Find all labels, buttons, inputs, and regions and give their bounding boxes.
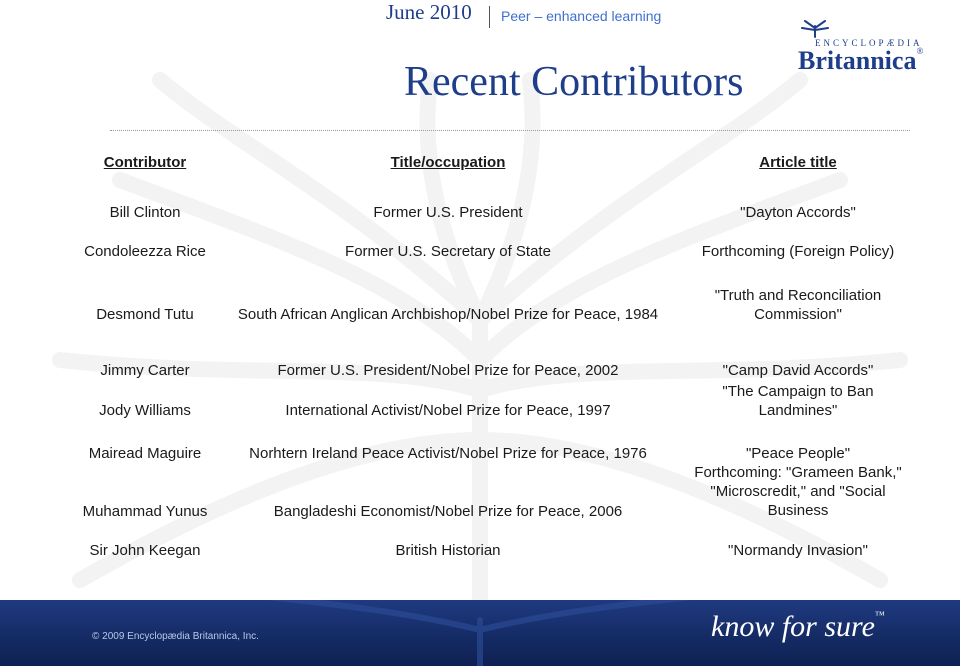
header-divider [489,6,490,28]
footer-slogan-text: know for sure [711,610,875,643]
contributor-name: Desmond Tutu [96,306,194,323]
article-title-line: Commission" [754,306,842,323]
article-title [676,463,920,520]
contributor-occupation: International Activist/Nobel Prize for Peace, 1997 [285,402,611,419]
contributor-occupation: Former U.S. President [373,204,523,221]
header-date: June 2010 [386,0,472,24]
thistle-emblem-icon [800,20,830,38]
contributor-name: Muhammad Yunus [82,503,208,520]
header-subtitle: Peer – enhanced learning [501,8,662,24]
contributor-name: Condoleezza Rice [84,243,206,260]
footer-slogan [711,610,885,644]
article-title-line: "The Campaign to Ban [722,383,874,400]
article-title: "Camp David Accords" [722,362,874,379]
footer-bar [0,600,960,666]
contributor-name: Jody Williams [99,402,191,419]
article-title [676,286,920,324]
contributor-occupation: South African Anglican Archbishop/Nobel Prize for Peace, 1984 [237,306,659,323]
contributor-name: Mairead Maguire [88,445,202,462]
contributor-name: Jimmy Carter [100,362,190,379]
page-title: Recent Contributors [404,59,744,105]
brand-trademark: ® [916,46,924,56]
footer-copyright: © 2009 Encyclopædia Britannica, Inc. [92,631,259,642]
column-header-occupation: Title/occupation [390,154,506,171]
article-title-line: "Truth and Reconciliation [714,287,882,304]
footer-slogan-trademark: ™ [874,610,885,621]
article-title-line: Forthcoming: "Grameen Bank," [694,464,902,481]
contributor-name: Sir John Keegan [89,542,201,559]
article-title-line: Landmines" [758,402,838,419]
column-header-contributor: Contributor [103,154,187,171]
contributor-occupation: Bangladeshi Economist/Nobel Prize for Peace, 2006 [273,503,623,520]
dotted-divider [110,130,910,131]
article-title [676,382,920,420]
contributor-occupation: Former U.S. Secretary of State [345,243,551,260]
contributor-occupation: British Historian [395,542,501,559]
article-title: "Normandy Invasion" [728,542,868,559]
column-header-article: Article title [759,154,837,171]
contributor-occupation: Former U.S. President/Nobel Prize for Peace, 2002 [277,362,619,379]
contributor-occupation: Norhtern Ireland Peace Activist/Nobel Prize for Peace, 1976 [249,445,647,462]
brand-name: Britannica [798,46,917,75]
brand-top-text: ENCYCLOPÆDIA [815,38,923,48]
article-title-line: Business [767,502,829,519]
article-title: "Dayton Accords" [740,204,856,221]
article-title: "Peace People" [745,445,851,462]
brand-logo [798,46,923,76]
article-title-line: "Microscredit," and "Social [710,483,886,500]
contributor-name: Bill Clinton [109,204,181,221]
article-title: Forthcoming (Foreign Policy) [701,243,895,260]
